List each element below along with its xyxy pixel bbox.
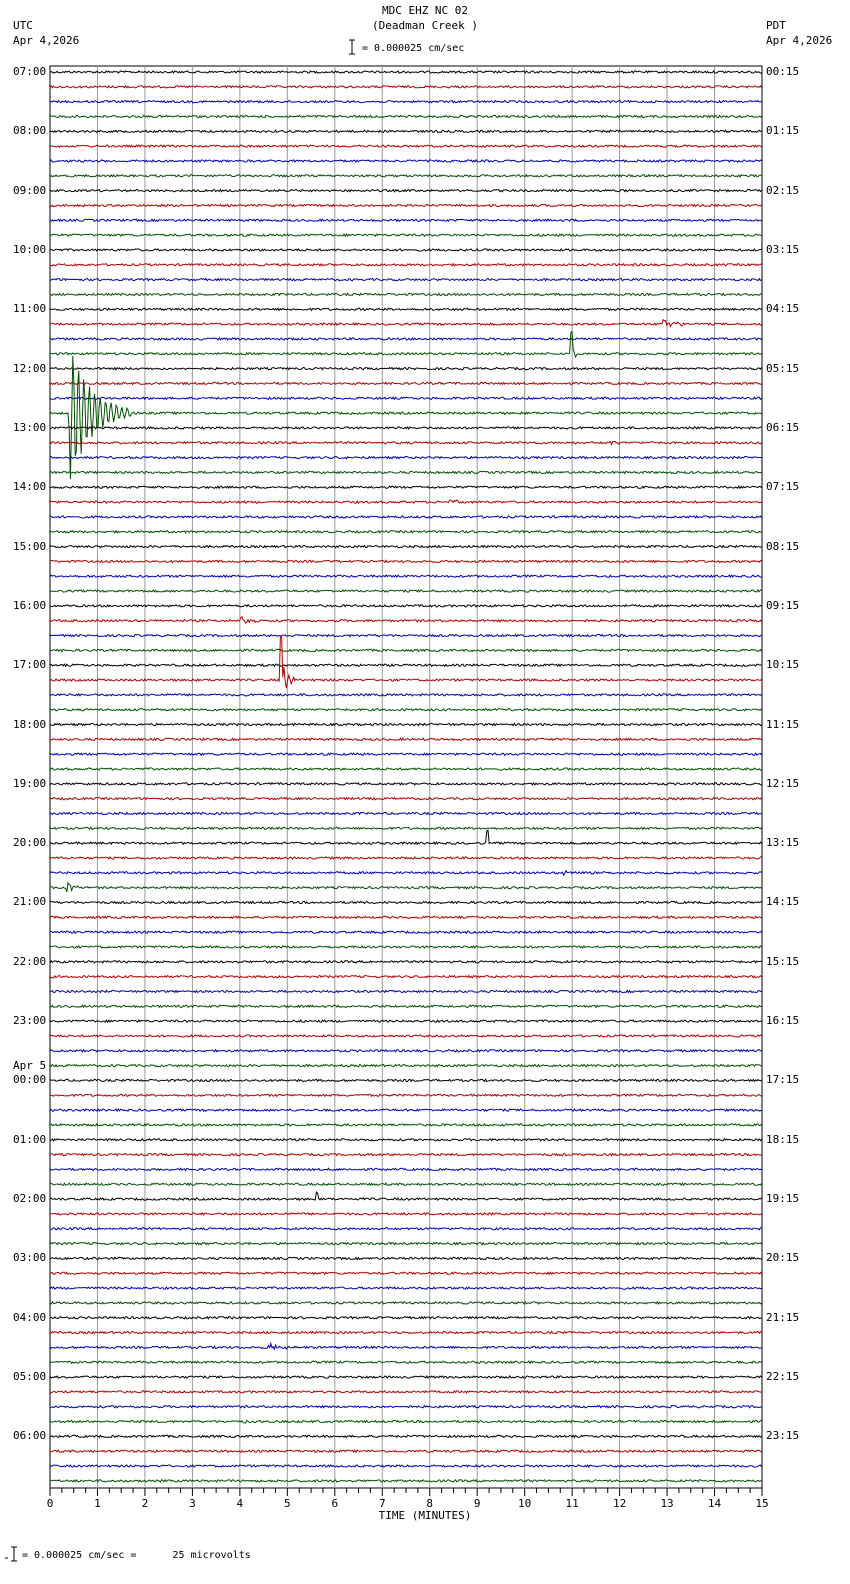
trace-line-4	[50, 130, 762, 132]
trace-line-86	[50, 1344, 762, 1350]
trace-line-7	[50, 175, 762, 177]
trace-line-39	[50, 649, 762, 651]
trace-line-95	[50, 1480, 762, 1482]
x-tick-label: 1	[94, 1497, 101, 1510]
trace-line-73	[50, 1154, 762, 1156]
trace-line-84	[50, 1317, 762, 1319]
trace-line-61	[50, 976, 762, 978]
trace-line-14	[50, 279, 762, 281]
trace-line-48	[50, 783, 762, 785]
trace-line-12	[50, 249, 762, 251]
trace-line-83	[50, 1302, 762, 1304]
x-tick-label: 9	[473, 1497, 481, 1510]
utc-hour-label: 15:00	[13, 539, 47, 553]
utc-hour-label: 23:00	[13, 1014, 47, 1028]
trace-line-38	[50, 634, 762, 636]
trace-line-46	[50, 753, 762, 755]
utc-hour-label: 06:00	[13, 1429, 47, 1443]
pdt-hour-label: 16:15	[766, 1014, 800, 1028]
left-date: Apr 4,2026	[13, 34, 80, 47]
pdt-hour-label: 14:15	[766, 895, 800, 909]
trace-line-76	[50, 1192, 762, 1200]
trace-line-89	[50, 1391, 762, 1393]
trace-line-19	[50, 331, 762, 357]
pdt-hour-label: 09:15	[766, 598, 800, 612]
trace-line-93	[50, 1450, 762, 1452]
trace-line-63	[50, 1005, 762, 1007]
trace-line-21	[50, 382, 762, 384]
trace-line-68	[50, 1079, 762, 1081]
utc-hour-label: 21:00	[13, 895, 47, 909]
trace-line-33	[50, 560, 762, 562]
utc-hour-label: 00:00	[13, 1073, 47, 1087]
trace-line-28	[50, 486, 762, 488]
trace-line-43	[50, 709, 762, 711]
trace-line-2	[50, 101, 762, 103]
trace-line-92	[50, 1435, 762, 1437]
trace-line-15	[50, 293, 762, 295]
trace-line-88	[50, 1376, 762, 1378]
trace-line-90	[50, 1406, 762, 1408]
trace-line-52	[50, 830, 762, 844]
trace-line-47	[50, 768, 762, 770]
trace-line-80	[50, 1257, 762, 1259]
trace-line-44	[50, 723, 762, 725]
trace-line-0	[50, 71, 762, 73]
trace-line-1	[50, 86, 762, 88]
utc-hour-label: 17:00	[13, 658, 47, 672]
utc-hour-label: 01:00	[13, 1132, 47, 1146]
trace-line-60	[50, 961, 762, 963]
trace-line-67	[50, 1065, 762, 1067]
trace-line-94	[50, 1465, 762, 1467]
trace-line-32	[50, 546, 762, 548]
date-change-label: Apr 5	[13, 1059, 47, 1073]
trace-line-42	[50, 694, 762, 696]
trace-line-74	[50, 1168, 762, 1170]
trace-line-87	[50, 1361, 762, 1363]
station-location: (Deadman Creek )	[372, 19, 478, 32]
trace-line-71	[50, 1124, 762, 1126]
trace-line-75	[50, 1183, 762, 1185]
trace-line-81	[50, 1272, 762, 1274]
x-tick-label: 14	[707, 1497, 722, 1510]
x-tick-label: 11	[565, 1497, 579, 1510]
trace-line-36	[50, 605, 762, 607]
trace-line-64	[50, 1020, 762, 1022]
pdt-hour-label: 22:15	[766, 1370, 800, 1384]
utc-hour-label: 08:00	[13, 124, 47, 138]
trace-line-70	[50, 1109, 762, 1111]
utc-hour-label: 22:00	[13, 954, 47, 968]
x-tick-label: 5	[284, 1497, 291, 1510]
x-tick-label: 10	[518, 1497, 532, 1510]
pdt-hour-label: 07:15	[766, 480, 800, 494]
utc-hour-label: 07:00	[13, 65, 47, 78]
utc-hour-label: 05:00	[13, 1370, 47, 1384]
utc-hour-label: 02:00	[13, 1192, 47, 1206]
trace-line-78	[50, 1228, 762, 1230]
trace-line-34	[50, 575, 762, 577]
pdt-hour-label: 02:15	[766, 183, 800, 197]
trace-line-26	[50, 457, 762, 459]
x-tick-label: 6	[331, 1497, 339, 1510]
trace-line-23	[50, 356, 762, 479]
trace-line-35	[50, 590, 762, 592]
pdt-hour-label: 20:15	[766, 1251, 800, 1265]
x-axis-label: TIME (MINUTES)	[378, 1509, 472, 1522]
trace-line-9	[50, 204, 762, 206]
trace-line-13	[50, 264, 762, 266]
trace-line-59	[50, 946, 762, 948]
left-timezone: UTC	[13, 19, 33, 32]
pdt-hour-label: 21:15	[766, 1310, 800, 1324]
pdt-hour-label: 23:15	[766, 1429, 800, 1443]
scale-label: = 0.000025 cm/sec	[362, 43, 465, 54]
trace-line-53	[50, 857, 762, 859]
trace-line-8	[50, 190, 762, 192]
trace-line-82	[50, 1287, 762, 1289]
footer-scale-bar-icon	[4, 1546, 18, 1562]
trace-line-69	[50, 1094, 762, 1096]
x-tick-label: 12	[612, 1497, 627, 1510]
trace-line-10	[50, 219, 762, 221]
trace-line-58	[50, 931, 762, 933]
pdt-hour-label: 05:15	[766, 361, 800, 375]
trace-line-6	[50, 160, 762, 162]
trace-line-5	[50, 145, 762, 147]
x-tick-label: 7	[378, 1497, 386, 1510]
trace-line-37	[50, 617, 762, 623]
pdt-hour-label: 13:15	[766, 836, 800, 850]
trace-line-29	[50, 500, 762, 503]
trace-line-20	[50, 368, 762, 370]
x-tick-label: 2	[141, 1497, 149, 1510]
pdt-hour-label: 15:15	[766, 954, 800, 968]
trace-line-41	[50, 636, 762, 688]
pdt-hour-label: 11:15	[766, 717, 800, 731]
pdt-hour-label: 03:15	[766, 242, 800, 256]
station-title: MDC EHZ NC 02	[381, 4, 469, 17]
utc-hour-label: 11:00	[13, 302, 47, 316]
right-timezone: PDT	[766, 19, 786, 32]
trace-line-66	[50, 1050, 762, 1052]
trace-line-51	[50, 827, 762, 829]
pdt-hour-label: 00:15	[766, 65, 800, 78]
x-tick-label: 13	[660, 1497, 674, 1510]
pdt-hour-label: 19:15	[766, 1192, 800, 1206]
utc-hour-label: 12:00	[13, 361, 47, 375]
trace-line-11	[50, 234, 762, 236]
trace-line-65	[50, 1035, 762, 1037]
trace-line-50	[50, 812, 762, 814]
utc-hour-label: 20:00	[13, 836, 47, 850]
pdt-hour-label: 12:15	[766, 776, 800, 790]
utc-hour-label: 18:00	[13, 717, 47, 731]
pdt-hour-label: 08:15	[766, 539, 800, 553]
x-tick-label: 0	[46, 1497, 54, 1510]
trace-line-85	[50, 1332, 762, 1334]
trace-line-62	[50, 990, 762, 992]
pdt-hour-label: 04:15	[766, 302, 800, 316]
pdt-hour-label: 18:15	[766, 1132, 800, 1146]
x-tick-label: 15	[755, 1497, 769, 1510]
trace-line-72	[50, 1139, 762, 1141]
trace-line-54	[50, 871, 762, 875]
trace-line-45	[50, 738, 762, 740]
x-tick-label: 3	[189, 1497, 196, 1510]
utc-hour-label: 16:00	[13, 598, 47, 612]
trace-line-56	[50, 901, 762, 903]
trace-line-91	[50, 1420, 762, 1423]
utc-hour-label: 10:00	[13, 242, 47, 256]
pdt-hour-label: 17:15	[766, 1073, 800, 1087]
utc-hour-label: 14:00	[13, 480, 47, 494]
trace-line-40	[50, 664, 762, 666]
pdt-hour-label: 01:15	[766, 124, 800, 138]
utc-hour-label: 04:00	[13, 1310, 47, 1324]
trace-line-25	[50, 442, 762, 445]
utc-hour-label: 03:00	[13, 1251, 47, 1265]
trace-line-77	[50, 1213, 762, 1215]
trace-line-55	[50, 883, 762, 892]
utc-hour-label: 13:00	[13, 420, 47, 434]
right-date: Apr 4,2026	[766, 34, 833, 47]
trace-line-17	[50, 320, 762, 327]
utc-hour-label: 19:00	[13, 776, 47, 790]
pdt-hour-label: 10:15	[766, 658, 800, 672]
footer-scale-label: = 0.000025 cm/sec = 25 microvolts	[22, 1550, 251, 1561]
trace-line-57	[50, 916, 762, 918]
x-tick-label: 4	[236, 1497, 244, 1510]
trace-line-24	[50, 427, 762, 429]
trace-line-18	[50, 338, 762, 340]
trace-line-31	[50, 531, 762, 533]
pdt-hour-label: 06:15	[766, 420, 800, 434]
trace-line-27	[50, 471, 762, 473]
trace-line-79	[50, 1243, 762, 1245]
trace-line-3	[50, 115, 762, 117]
trace-line-30	[50, 516, 762, 518]
x-tick-label: 8	[426, 1497, 434, 1510]
utc-hour-label: 09:00	[13, 183, 47, 197]
trace-line-22	[50, 397, 762, 399]
trace-line-16	[50, 308, 762, 310]
trace-line-49	[50, 798, 762, 800]
